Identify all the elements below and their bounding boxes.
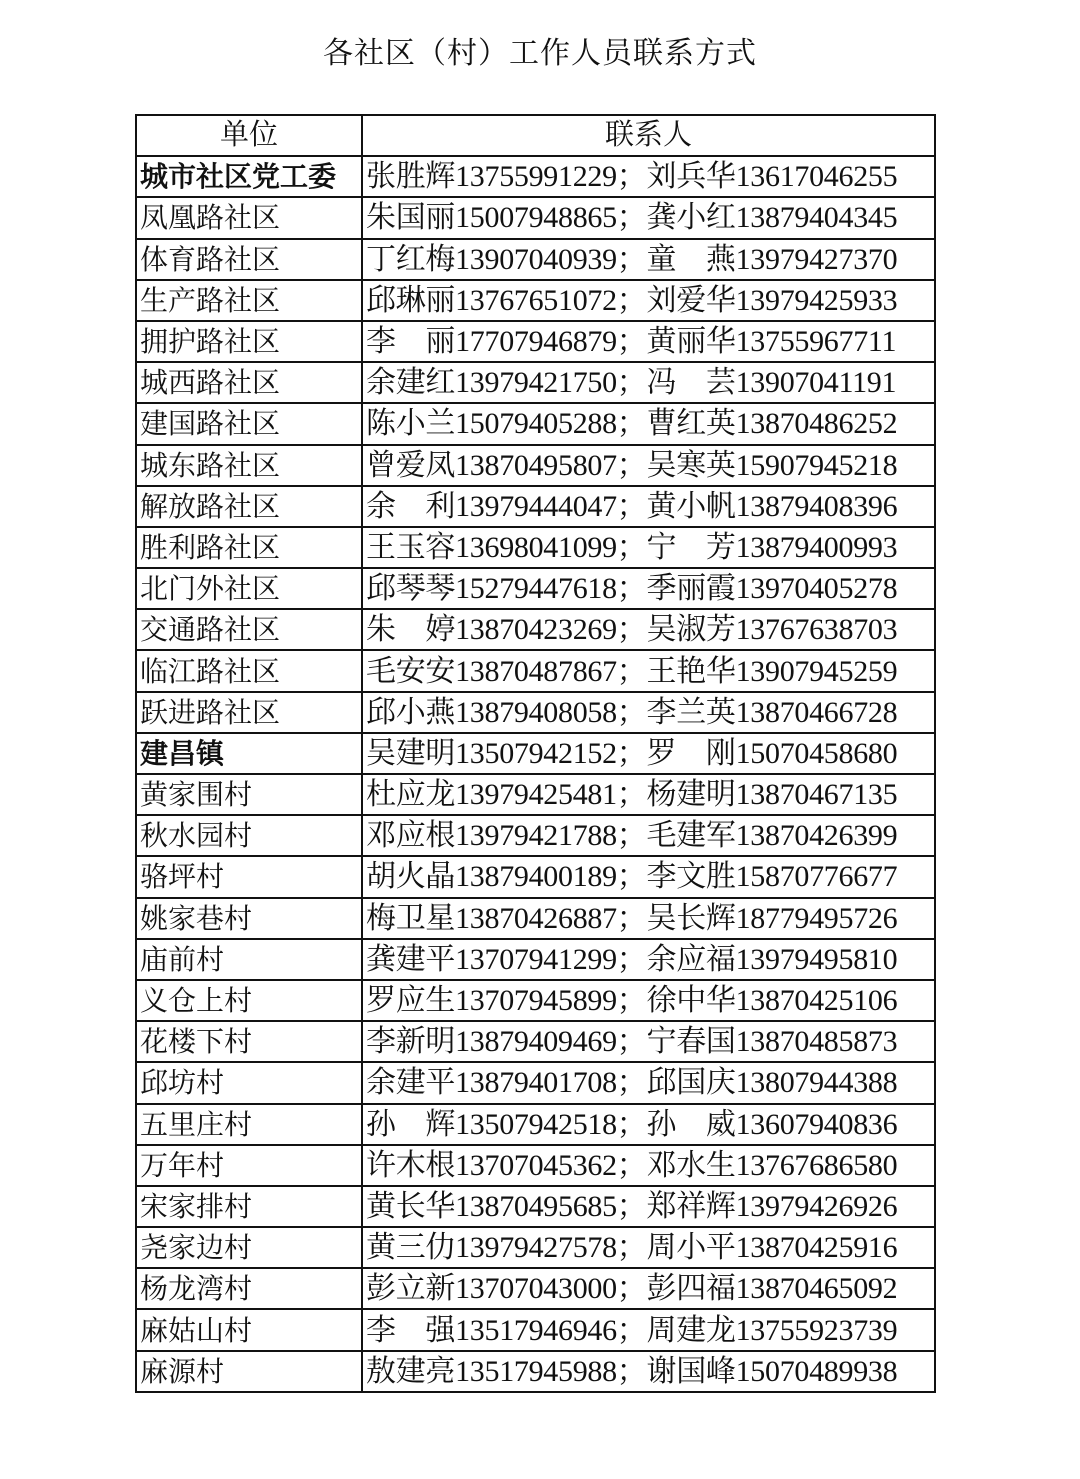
table-row: [136, 568, 935, 609]
table-row: [136, 445, 935, 486]
table-row: [136, 898, 935, 939]
unit-cell: 跃进路社区: [136, 692, 362, 733]
contact-cell: 孙 辉13507942518；孙 威13607940836: [362, 1104, 935, 1145]
unit-cell: 麻源村: [136, 1351, 362, 1392]
unit-cell: 邱坊村: [136, 1062, 362, 1103]
contact-cell: 余 利13979444047；黄小帆13879408396: [362, 486, 935, 527]
table-header-row: [136, 115, 935, 156]
contact-cell: 张胜辉13755991229；刘兵华13617046255: [362, 156, 935, 197]
table-row: [136, 774, 935, 815]
table-row: [136, 197, 935, 238]
unit-cell: 杨龙湾村: [136, 1268, 362, 1309]
unit-cell: 宋家排村: [136, 1186, 362, 1227]
contact-cell: 黄三仂13979427578；周小平13870425916: [362, 1227, 935, 1268]
table-row: [136, 239, 935, 280]
unit-cell: 生产路社区: [136, 280, 362, 321]
contact-cell: 邱小燕13879408058；李兰英13870466728: [362, 692, 935, 733]
contact-cell: 李 丽17707946879；黄丽华13755967711: [362, 321, 935, 362]
unit-cell: 建国路社区: [136, 403, 362, 444]
unit-cell: 交通路社区: [136, 609, 362, 650]
contact-cell: 朱 婷13870423269；吴淑芳13767638703: [362, 609, 935, 650]
unit-cell: 秋水园村: [136, 815, 362, 856]
table-row: [136, 280, 935, 321]
contact-cell: 龚建平13707941299；余应福13979495810: [362, 939, 935, 980]
unit-cell: 拥护路社区: [136, 321, 362, 362]
unit-cell: 庙前村: [136, 939, 362, 980]
unit-cell: 城市社区党工委: [136, 156, 362, 197]
unit-cell: 凤凰路社区: [136, 197, 362, 238]
table-row: [136, 939, 935, 980]
unit-cell: 解放路社区: [136, 486, 362, 527]
unit-cell: 麻姑山村: [136, 1309, 362, 1350]
unit-cell: 万年村: [136, 1145, 362, 1186]
table-row: [136, 486, 935, 527]
contact-cell: 陈小兰15079405288；曹红英13870486252: [362, 403, 935, 444]
unit-cell: 北门外社区: [136, 568, 362, 609]
table-row: [136, 362, 935, 403]
header-unit: 单位: [136, 115, 362, 156]
contact-cell: 李新明13879409469；宁春国13870485873: [362, 1021, 935, 1062]
contact-cell: 李 强13517946946；周建龙13755923739: [362, 1309, 935, 1350]
table-row: [136, 733, 935, 774]
table-row: [136, 609, 935, 650]
table-row: [136, 1145, 935, 1186]
table-row: [136, 156, 935, 197]
table-row: [136, 980, 935, 1021]
table-row: [136, 403, 935, 444]
unit-cell: 体育路社区: [136, 239, 362, 280]
unit-cell: 临江路社区: [136, 650, 362, 691]
table-body: [136, 156, 935, 1392]
contact-cell: 曾爱凤13870495807；吴寒英15907945218: [362, 445, 935, 486]
contact-cell: 邱琴琴15279447618；季丽霞13970405278: [362, 568, 935, 609]
contact-cell: 余建平13879401708；邱国庆13807944388: [362, 1062, 935, 1103]
contact-table: [135, 114, 936, 1393]
table-row: [136, 692, 935, 733]
table-row: [136, 650, 935, 691]
table-row: [136, 321, 935, 362]
header-contact: 联系人: [362, 115, 935, 156]
contact-cell: 黄长华13870495685；郑祥辉13979426926: [362, 1186, 935, 1227]
contact-cell: 邱琳丽13767651072；刘爱华13979425933: [362, 280, 935, 321]
unit-cell: 骆坪村: [136, 856, 362, 897]
contact-cell: 杜应龙13979425481；杨建明13870467135: [362, 774, 935, 815]
table-row: [136, 856, 935, 897]
table-row: [136, 1309, 935, 1350]
contact-cell: 彭立新13707043000；彭四福13870465092: [362, 1268, 935, 1309]
table-row: [136, 1021, 935, 1062]
unit-cell: 姚家巷村: [136, 898, 362, 939]
contact-cell: 罗应生13707945899；徐中华13870425106: [362, 980, 935, 1021]
unit-cell: 黄家围村: [136, 774, 362, 815]
contact-cell: 胡火晶13879400189；李文胜15870776677: [362, 856, 935, 897]
table-row: [136, 527, 935, 568]
table-row: [136, 1062, 935, 1103]
document-title: 各社区（村）工作人员联系方式: [323, 36, 757, 71]
unit-cell: 建昌镇: [136, 733, 362, 774]
table-row: [136, 1227, 935, 1268]
contact-cell: 毛安安13870487867；王艳华13907945259: [362, 650, 935, 691]
unit-cell: 城东路社区: [136, 445, 362, 486]
contact-cell: 余建红13979421750；冯 芸13907041191: [362, 362, 935, 403]
unit-cell: 胜利路社区: [136, 527, 362, 568]
contact-cell: 王玉容13698041099；宁 芳13879400993: [362, 527, 935, 568]
table-row: [136, 1268, 935, 1309]
table-row: [136, 815, 935, 856]
contact-cell: 吴建明13507942152；罗 刚15070458680: [362, 733, 935, 774]
unit-cell: 花楼下村: [136, 1021, 362, 1062]
unit-cell: 义仓上村: [136, 980, 362, 1021]
unit-cell: 尧家边村: [136, 1227, 362, 1268]
table-row: [136, 1186, 935, 1227]
contact-cell: 朱国丽15007948865；龚小红13879404345: [362, 197, 935, 238]
table-row: [136, 1351, 935, 1392]
contact-cell: 梅卫星13870426887；吴长辉18779495726: [362, 898, 935, 939]
contact-cell: 邓应根13979421788；毛建军13870426399: [362, 815, 935, 856]
unit-cell: 城西路社区: [136, 362, 362, 403]
contact-cell: 丁红梅13907040939；童 燕13979427370: [362, 239, 935, 280]
unit-cell: 五里庄村: [136, 1104, 362, 1145]
contact-cell: 敖建亮13517945988；谢国峰15070489938: [362, 1351, 935, 1392]
table-row: [136, 1104, 935, 1145]
contact-cell: 许木根13707045362；邓水生13767686580: [362, 1145, 935, 1186]
